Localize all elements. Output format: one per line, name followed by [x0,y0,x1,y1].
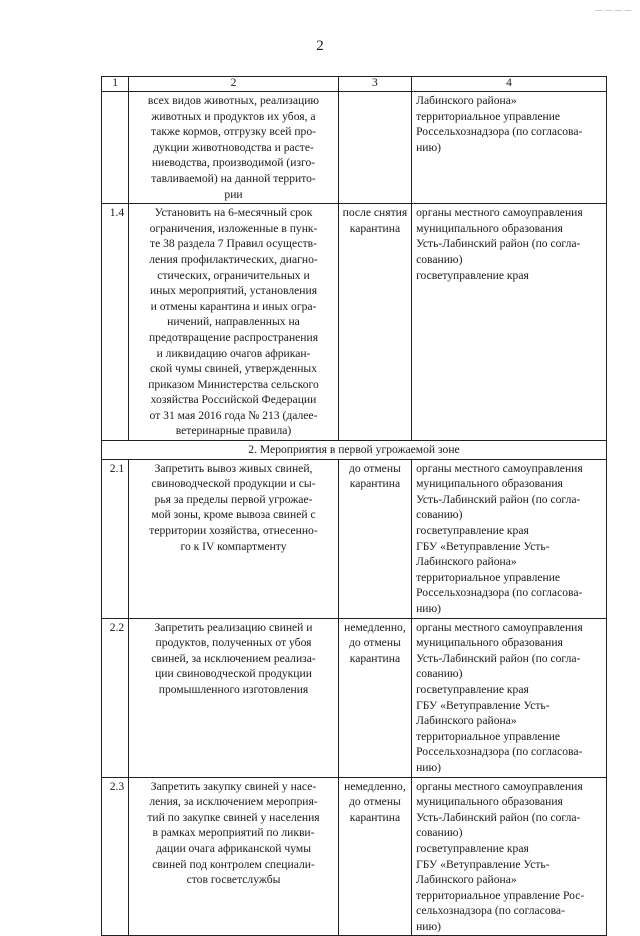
resp-line: муниципального образования [416,221,563,235]
row-number [102,92,129,204]
section-row [102,441,607,460]
measure-line: также кормов, отгрузку всей про- [150,125,316,139]
measure-line: ветеринарные правила) [175,424,292,438]
resp-line: территориальное управление [416,570,561,584]
measure-line: ления, за исключением мероприя- [149,795,318,809]
resp-line: территориальное управление [416,729,561,743]
measure-line: и отмены карантина и иных огра- [150,299,317,313]
resp-line: нию) [416,919,442,933]
measure-line: ограничения, изложенные в пунк- [149,221,318,235]
resp-line: Россельхознадзора (по согласова- [416,125,583,139]
table-row [102,204,607,441]
header-cell: 1 [102,77,129,92]
measure-line: ничений, направленных на [167,315,300,329]
term-cell [338,618,411,777]
table-row [102,92,607,204]
measure-line: рья за пределы первой угрожае- [154,492,313,506]
measure-line: Установить на 6-месячный срок [154,206,313,220]
resp-line: ГБУ «Ветуправление Усть- [416,539,550,553]
resp-line: органы местного самоуправления [416,620,583,634]
row-number: 2.1 [102,459,129,618]
measure-line: и ликвидацию очагов африкан- [156,346,311,360]
resp-line: сованию) [416,826,463,840]
measure-line: ской чумы свиней, утвержденных [149,362,318,376]
measure-line: территории хозяйства, отнесенно- [149,524,318,538]
measure-line: предотвращение распространения [148,330,319,344]
responsible-cell [412,459,607,618]
measure-line: дукции животноводства и расте- [153,140,314,154]
resp-line: территориальное управление Рос- [416,888,585,902]
measure-line: в рамках мероприятий по ликви- [152,826,315,840]
term-line: после снятия [342,206,408,220]
measure-line: от 31 мая 2016 года № 213 (далее- [149,408,318,422]
resp-line: органы местного самоуправления [416,206,583,220]
measure-line: иных мероприятий, установления [149,284,318,298]
measure-cell [129,459,339,618]
resp-line: муниципального образования [416,477,563,491]
measure-line: дации очага африканской чумы [156,841,311,855]
header-cell: 3 [338,77,411,92]
corner-mark: — — — — [595,6,632,14]
table-row [102,777,607,936]
table-row [102,618,607,777]
measure-line: хозяйства Российской Федерации [150,393,317,407]
header-cell: 4 [412,77,607,92]
responsible-cell [412,204,607,441]
resp-line: ГБУ «Ветуправление Усть- [416,698,550,712]
measure-line: те 38 раздела 7 Правил осуществ- [150,237,317,251]
resp-line: Лабинского района» [416,714,517,728]
term-line: карантина [349,810,401,824]
term-line: карантина [349,221,401,235]
resp-line: Усть-Лабинский район (по согла- [416,810,581,824]
resp-line: Россельхознадзора (по согласова- [416,586,583,600]
resp-line: сованию) [416,252,463,266]
resp-line: Лабинского района» [416,555,517,569]
term-line: до отмены [349,461,401,475]
measure-line: тавливаемой) на данной террито- [151,171,316,185]
measure-line: всех видов животных, реализацию [147,94,320,107]
measure-line: Запретить реализацию свиней и [154,620,313,634]
resp-line: Усть-Лабинский район (по согла- [416,237,581,251]
measures-table [101,76,607,936]
resp-line: госветуправление края [416,268,529,282]
measure-cell [129,777,339,936]
measure-line: тий по закупке свиней у населения [147,810,320,824]
row-number: 2.2 [102,618,129,777]
measure-line: свиней под контролем специали- [152,857,315,871]
term-line: карантина [349,651,401,665]
measure-line: свиноводческой продукции и сы- [151,477,316,491]
term-line: до отмены [349,636,401,650]
measure-line: го к IV компартменту [180,539,287,553]
resp-line: нию) [416,760,442,774]
measure-line: продуктов, полученных от убоя [155,636,312,650]
measure-line: рии [224,187,243,201]
term-line: немедленно, [344,779,406,793]
measure-line: стических, ограничительных и [157,268,310,282]
measure-line: животных и продуктов их убоя, а [151,109,316,123]
resp-line: территориальное управление [416,109,561,123]
section-title: 2. Мероприятия в первой угрожаемой зоне [102,441,607,460]
header-cell: 2 [129,77,339,92]
responsible-cell [412,618,607,777]
table-header-row [102,77,607,92]
term-cell [338,92,411,204]
resp-line: госветуправление края [416,524,529,538]
resp-line: сованию) [416,667,463,681]
measure-line: стов госветслужбы [186,873,281,887]
term-line: до отмены [349,795,401,809]
responsible-cell [412,92,607,204]
measure-line: приказом Министерства сельского [148,377,319,391]
resp-line: Лабинского района» [416,94,517,107]
responsible-cell [412,777,607,936]
measure-line: свиней, за исключением реализа- [151,651,316,665]
measure-line: ления профилактических, диагно- [149,252,318,266]
term-cell [338,459,411,618]
measure-line: промышленного изготовления [158,682,309,696]
resp-line: органы местного самоуправления [416,461,583,475]
resp-line: органы местного самоуправления [416,779,583,793]
measure-cell [129,204,339,441]
resp-line: нию) [416,140,442,154]
term-cell [338,777,411,936]
measure-line: Запретить вывоз живых свиней, [154,461,313,475]
measure-cell [129,618,339,777]
measure-line: мой зоны, кроме вывоза свиней с [151,508,316,522]
row-number: 1.4 [102,204,129,441]
resp-line: ГБУ «Ветуправление Усть- [416,857,550,871]
resp-line: нию) [416,602,442,615]
resp-line: сельхознадзора (по согласова- [416,904,565,918]
measure-cell [129,92,339,204]
resp-line: госветуправление края [416,841,529,855]
table-row [102,459,607,618]
measure-line: ции свиноводческой продукции [155,667,312,681]
resp-line: госветуправление края [416,682,529,696]
measure-line: Запретить закупку свиней у насе- [150,779,317,793]
resp-line: Усть-Лабинский район (по согла- [416,651,581,665]
term-line: карантина [349,477,401,491]
row-number: 2.3 [102,777,129,936]
term-cell [338,204,411,441]
resp-line: муниципального образования [416,636,563,650]
resp-line: сованию) [416,508,463,522]
term-line: немедленно, [344,620,406,634]
measure-line: ниеводства, производимой (изго- [151,156,316,170]
page-number: 2 [316,38,324,54]
resp-line: Лабинского района» [416,873,517,887]
resp-line: муниципального образования [416,795,563,809]
resp-line: Усть-Лабинский район (по согла- [416,492,581,506]
resp-line: Россельхознадзора (по согласова- [416,745,583,759]
